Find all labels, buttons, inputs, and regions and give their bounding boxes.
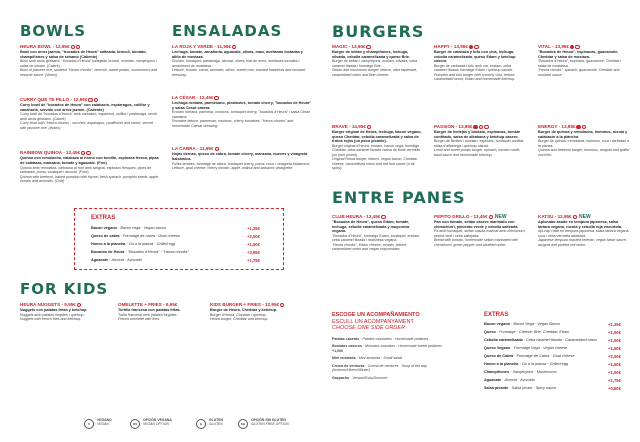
gluten-free-icon (76, 45, 80, 49)
item-desc: Quinoa con remolacha, calabaza al horno con tomillo, espinaca fresca, pipas de calabaza, manzana, tomate y aguacate. (Frío) (20, 156, 159, 165)
item-desc-en: Curry bowl with "Heura chunks", zucchini, asparagus, cauliflower and carrot, served with jasmine rice. (Warm) (20, 121, 153, 130)
item-desc-en: Quinoa and beetroot burger, hummus, arugula and grilled zucchini. (538, 148, 630, 157)
legend-label: VEGANO VEGAN (97, 418, 112, 427)
kids-omelette (118, 302, 198, 322)
legend-label: OPCIÓN VEGANA VEGAN OPTION (143, 418, 172, 427)
extras-title: EXTRAS (484, 312, 509, 318)
side-row: Patatas caseras · Patates casolanes · Homemade potatoes (332, 336, 429, 341)
item-desc: Nuggets con patatas fritas y ketchup. (20, 308, 88, 312)
item-desc-en: Japanese tempura roasted celeriac, vegan tartar sauce, arugula and pickled red onion. (538, 238, 627, 247)
vegan-option-icon (214, 96, 218, 100)
item-desc-ca: Pa amb tomàquet, seitan casolà marinat amb chimichurri, pebrot verd i ceba saltejada. (434, 229, 526, 238)
item-desc-ca: Bowl amb arròs gessamí, "bocados d'Heura" saltejada, bròcoli, moniato, xampinyons i salsa de sèsam. (Calent) (20, 59, 157, 68)
menu-item (20, 97, 160, 130)
vegan-option-icon (280, 303, 284, 307)
ensaladas-title: ENSALADAS (172, 22, 283, 40)
kids-burger (210, 302, 310, 322)
item-desc: Burger de quinoa y remolacha, hummus, rúcula y calabacín a la plancha. (538, 130, 628, 139)
burger-brave (332, 124, 424, 171)
item-desc: Burger original de Heura, lechuga, bacon vegano, queso Cheddar, cebolla caramelizada y salsa de frutos rojos (un poco picante). (332, 130, 422, 144)
pan-katsu (538, 214, 630, 247)
vegan-option-icon: OV (130, 419, 140, 429)
gluten-free-option-icon: SG (238, 419, 248, 429)
extras-row: Champiñones · Xampinyons · Mushrooms (484, 370, 557, 374)
item-desc-ca: Api-nap rostit en tempura japonesa, salsa tàrtara vegana, ruca i ceba vermella adobada. (538, 229, 630, 238)
item-desc-en: Romaine lettuce, parmesan, croutons, cherry tomatoes, "Heura chunks" and homemade Caesar dressing. (172, 119, 294, 128)
item-name: RAINBOW QUINOA - 12,45€ (20, 150, 160, 156)
extras-price: +1,50€ (608, 361, 621, 367)
extras-price: +1,50€ (247, 241, 260, 247)
item-name: ENERGY - 13,95€ (538, 124, 630, 130)
item-desc-ca: Burger de carbassa i tofu amb xia, enciam, ceba caramel·litzada, formatge Edam i quètxup casolà. (434, 63, 513, 73)
item-desc-ca: Enciam romana, parmesà, crostons, tomàquet cherry, "bocados d'Heura" i salsa César casolana. (172, 110, 310, 119)
item-desc-en: Seitan and mushroom burger, lettuce, olive tapenade, caramelised onion and Brie cheese. (332, 68, 418, 77)
pan-club-heura (332, 214, 424, 252)
item-desc-ca: "Bocados d'Heura", formatge Edam, tomàquet, enciam, ceba caramel·litzada i maionesa vegana. (332, 233, 421, 243)
menu-item (172, 44, 312, 77)
item-desc: Curry bowl de "bocados de Heura" con calabacín, espárragos, coliflor y zanahoria, servido con arroz jazmín. (Caliente) (20, 103, 150, 112)
item-desc-ca: Enciam, tomàquet, pastanaga, alvocat, olives, blat de moro, avellanes torrades i amaniment de mostassa. (172, 59, 300, 68)
item-desc: Pan con tomate, seitán casero marinado con chimichurri, pimiento verde y cebolla salteada. (434, 220, 519, 229)
vegan-icon (489, 215, 493, 219)
menu-item (20, 44, 160, 77)
item-name: BRAVE - 14,95€ (332, 124, 424, 130)
item-desc-en: "Heura chunks", spinach, guacamole, Cheddar and mustard sauce. (538, 68, 620, 77)
side-order (332, 312, 452, 380)
menu-item (20, 150, 160, 183)
extras-row: Bacon vegano · Bacon Vegà · Vegan Bacon (484, 322, 560, 326)
item-name: CURRY QUE TE PILLO - 12,95€ (20, 97, 160, 103)
item-desc-en: Bread with tomato, homemade seitan marinated with chimichurri, green pepper and sautéed onion. (434, 238, 518, 247)
menu-item (172, 146, 312, 170)
item-desc: Lechuga romana, parmesano, picatostes, tomate cherry, "bocados de Heura" y salsa César casera. (172, 101, 312, 110)
item-desc: Hojas tiernas, queso de cabra, tomate cherry, manzana, nueces y vinagreta balsámica. (172, 152, 308, 161)
extras-row: Aguacate · Alvocat · Avocado (484, 378, 535, 382)
item-desc: "Bocados de Heura", queso Edam, tomate, lechuga, cebolla caramelizada y mayonesa vegana. (332, 220, 410, 234)
item-desc-ca: Burger de quinoa i remolatxa, hummus, ruca i carbassó a la planxa. (538, 139, 630, 148)
vegan-option-icon (381, 215, 385, 219)
side-row: Boniatos caseros · Moniatos casolans · Homemade sweet potatoes +1,00€ (332, 344, 442, 353)
ensaladas-column (172, 44, 312, 176)
extras-row: Bacon vegano · Bacon vegà · Vegan bacon (91, 226, 166, 230)
entre-panes-title: ENTRE PANES (332, 188, 466, 207)
item-desc-ca: Quinoa amb remolatxa, carbassa al forn amb farigola, espinacs fresques, pipes de carbassa, poma, tomàquet i alvocat. (Fred) (20, 165, 152, 175)
extras-row: Salsa picante · Salsa picant · Spicy sauce (484, 386, 557, 390)
item-name: OMELETTE + FRIES - 9,95€ (118, 302, 178, 307)
item-name: KIDS BURGER + FRIES - 12,95€ (210, 302, 310, 308)
extras-price: +1,35€ (608, 321, 621, 327)
item-desc-en: Lettuce, tomato, carrot, avocado, olives, sweet corn, toasted hazelnuts and mustard dressing. (172, 68, 306, 77)
new-badge: NEW (579, 214, 591, 220)
vegan-option-icon (484, 125, 488, 129)
burger-passion (434, 124, 526, 157)
extras-title: EXTRAS (91, 215, 116, 221)
gluten-free-icon (86, 151, 90, 155)
vegan-icon: V (84, 419, 94, 429)
item-desc-ca: Truita francesa amb patates fregides. (118, 312, 178, 317)
item-desc-ca: "Bocados d'Heura", espinacs, guacamole, Cheddar i salsa de mostassa. (538, 59, 622, 68)
bowls-column (20, 44, 160, 189)
item-desc: Burger de seitán y champiñones, lechuga, olivada, cebolla caramelizada y queso Brie. (332, 50, 411, 59)
side-title: ESCOGE UN ACOMPAÑAMIENTO (332, 312, 420, 318)
extras-price: +2,00€ (608, 353, 621, 359)
extras-price: +1,00€ (608, 337, 621, 343)
item-name: LA CÉSAR - 12,45€ (172, 95, 312, 101)
side-title-en: CHOOSE ONE SIDE ORDER (332, 325, 406, 332)
gluten-free-icon (479, 125, 483, 129)
item-desc-en: Nuggets with french fries and ketchup. (20, 317, 82, 322)
extras-price: +2,00€ (247, 233, 260, 239)
vegan-option-icon (367, 125, 371, 129)
extras-row: Bocados de Heura · "Bocados d'Heura" · "Heura chunks" (91, 250, 189, 254)
extras-price: +1,75€ (247, 257, 260, 263)
extras-row: Cebolla caramelizada · Ceba caramel·litzada · Caramelized onion (484, 338, 597, 342)
burger-energy (538, 124, 630, 157)
item-desc-en: French omelette with fries. (118, 317, 161, 322)
legend-label: GLUTEN GLUTEN (209, 418, 223, 427)
vegan-icon (77, 303, 81, 307)
item-desc: Burger de Heura, Cheddar y ketchup. (210, 308, 278, 312)
extras-price: +1,00€ (608, 369, 621, 375)
item-desc-ca: Nuggets amb patates fregides i quètxup. (20, 312, 85, 317)
vegan-option-icon (469, 45, 473, 49)
gluten-icon: G (196, 419, 206, 429)
item-desc: Lechuga, tomate, zanahoria, aguacate, olivas, maíz, avellanas tostadas y aliño de mostaza. (172, 50, 304, 59)
extras-row: Queso · Formatge · Cheese: Brie, Cheddar, Edam (484, 330, 570, 334)
vegan-option-icon (215, 147, 219, 151)
extras-price: +3,95€ (247, 249, 260, 255)
extras-row: Queso de Cabra · Formatge de Cabra · Goat cheese (484, 354, 575, 358)
burger-vital (538, 44, 630, 77)
extras-row: Queso Vegano · Formatge Vegà · Vegan cheese (484, 346, 568, 350)
gluten-free-icon (94, 98, 98, 102)
vegan-icon (573, 215, 577, 219)
extras-row: Queso de cabra · Formatge de cabra · Goat cheese (91, 234, 180, 238)
item-name: HEURA NUGGETS - 9,95€ (20, 302, 108, 308)
item-desc-en: Original Heura burger, lettuce, vegan bacon, Cheddar cheese, caramelised onion and red fruit sauce (a bit spicy). (332, 157, 418, 171)
item-desc: "Bocados de Heura", espinacas, guacamole, Cheddar y salsa de mostaza. (538, 50, 619, 59)
item-desc-ca: Burger de llenties i moniato, espinacs, tomàquet confitat, salsa d'alfàbrega i quètxup casolà. (434, 139, 525, 148)
vegan-icon (473, 125, 477, 129)
item-desc-en: Lentil and sweet potato burger, spinach, tomato confit, basil sauce and homemade ketchup. (434, 148, 521, 157)
item-desc-en: Heura burger, Cheddar and ketchup. (210, 317, 269, 322)
item-name: MAGIC - 13,95€ (332, 44, 422, 50)
item-desc: Bowl con arroz jazmín, "bocados de Heura" salteada, brócoli, boniato, champiñones y salsa de sésamo (Caliente) (20, 50, 147, 59)
item-desc-en: "Heura chunks", Edam cheese, tomato, lettuce, caramelised onion and vegan mayonnaise. (332, 242, 408, 252)
item-desc-ca: Burger de seitan i xampinyons, enciam, olivada, ceba caramel·litzada i formatge Brie. (332, 59, 418, 68)
gluten-free-icon (474, 45, 478, 49)
gluten-free-icon (575, 45, 579, 49)
extras-price: +1,35€ (247, 225, 260, 231)
item-desc-ca: Burger original d'Heura, enciam, bacon vegà, formatge Cheddar, ceba caramel·litzada i salsa de fruits vermells (un punt picant). (332, 143, 421, 157)
item-desc-ca: Burger d'Heura, Cheddar i quètxup. (210, 312, 267, 317)
item-name: VITAL - 13,95€ (538, 44, 630, 50)
item-desc-ca: Fulles tendres, formatge de cabra, tomàquet cherry, poma, nous i vinagreta balsàmica. (172, 161, 310, 166)
side-row: Crema de verduras · Crema de verdures · Soup of the day (Invierno/Hivern/Winter) (332, 363, 427, 373)
item-desc: Burger de calabaza y tofu con chía, lechuga, cebolla caramelizada, queso Edam y ketchup casero. (434, 50, 516, 64)
bowls-title: BOWLS (20, 22, 87, 40)
extras-price: +1,75€ (608, 377, 621, 383)
extras-box (74, 208, 284, 270)
vegan-icon (88, 98, 92, 102)
item-name: CLUB HEURA - 13,45€ (332, 214, 424, 220)
item-desc-en: Bowl of jasmine rice, sautéed "Heura chunks", broccoli, sweet potato, mushrooms and sesame sauce. (Warm) (20, 68, 157, 77)
for-kids-title: FOR KIDS (20, 280, 109, 298)
item-desc-en: Lettuce, goat cheese, cherry tomato, apple, walnut and balsamic vinaigrette. (172, 166, 294, 171)
item-name: HEURA BOWL - 12,95€ (20, 44, 160, 50)
vegan-option-icon (366, 45, 370, 49)
vegan-icon (71, 45, 75, 49)
menu-item (172, 95, 312, 128)
side-row: Gazpacho · Verano/Estiu/Summer (332, 375, 388, 380)
legend-label: OPCIÓN SIN GLUTEN GLUTEN FREE OPTION (251, 418, 289, 427)
burger-happy (434, 44, 526, 82)
extras-row: Huevo a la plancha · Ou a la planxa · Grilled egg (484, 362, 569, 366)
kids-nuggets (20, 302, 108, 322)
side-row: Mini ensalada · Mini amanida · Small salad (332, 356, 402, 361)
item-desc-ca: Curry bowl de "bocados d'Heura" amb carbassó, espàrrecs, coliflor i pastanaga, servit amb arròs gessamí. (Calent) (20, 112, 157, 121)
new-badge: NEW (494, 214, 507, 220)
vegan-icon (570, 45, 574, 49)
extras-price: +1,00€ (608, 329, 621, 335)
burgers-title: BURGERS (332, 22, 425, 41)
side-title-ca: ESCULL UN ACOMPANYAMENT (332, 318, 414, 325)
item-name: PASSIÓN - 13,95€ (434, 124, 526, 130)
item-desc-en: Pumpkin and tofu burger with crunchy chia, lettuce, caramelised onion, Edam and homemade ketchup. (434, 72, 516, 82)
item-name: LA ROJA Y VERDE - 11,95€ (172, 44, 312, 50)
item-name: LA CABRA - 11,95€ (172, 146, 312, 152)
item-name: PEPITO GRILLO - 13,45€ NEW (434, 214, 507, 220)
gluten-free-icon (582, 125, 586, 129)
item-desc: Tortilla francesa con patatas fritas. (118, 308, 181, 312)
item-desc: Burger de lentejas y boniato, espinacas, tomate confitado, salsa de albahaca y ketchup casero. (434, 130, 521, 139)
item-desc: Apionabo asado en tempura japonesa, salsa tártara vegana, rúcula y cebolla roja encurtida. (538, 220, 622, 229)
item-name: HAPPY - 13,95€ (434, 44, 526, 50)
extras-price: +1,50€ (608, 345, 621, 351)
vegan-icon (232, 45, 236, 49)
vegan-icon (81, 151, 85, 155)
burger-magic (332, 44, 422, 77)
pan-pepito-grillo (434, 214, 528, 247)
vegan-icon (576, 125, 580, 129)
extras-row: Aguacate · Alvocat · Avocado (91, 258, 142, 262)
item-name: KATSU - 12,95€ NEW (538, 214, 591, 220)
extras-price: +0,50€ (608, 385, 621, 391)
extras-row: Huevo a la plancha · Ou a la planxa · Grilled egg (91, 242, 176, 246)
item-desc-en: Quinoa with beetroot, baked pumpkin with thyme, fresh spinach, pumpkin seeds, apple, tomato and avocado. (Cold) (20, 174, 160, 184)
